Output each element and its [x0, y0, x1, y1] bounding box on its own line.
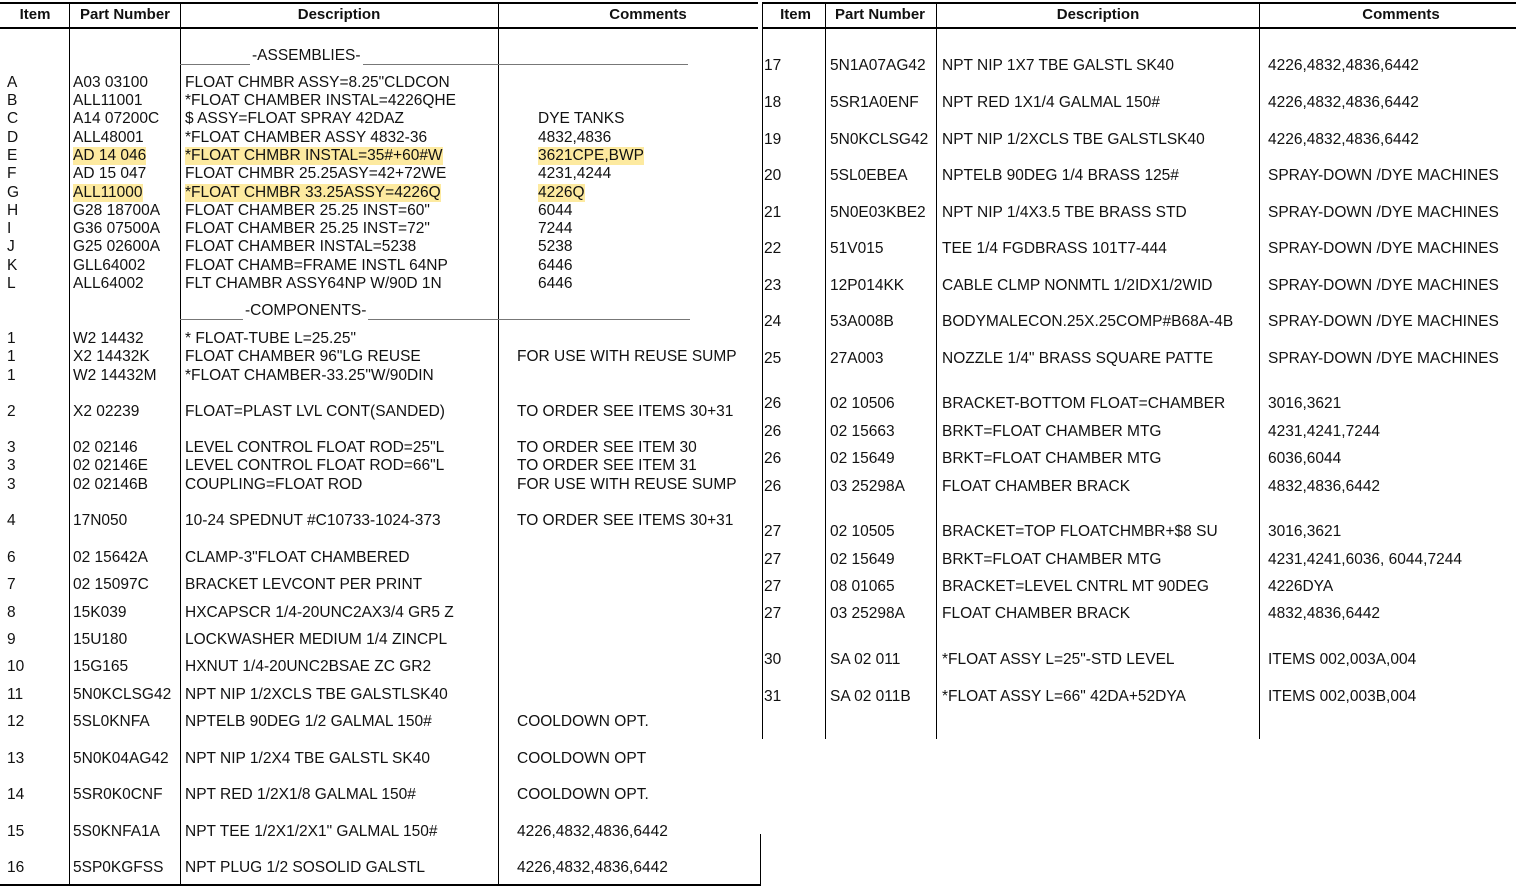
cell-description: 10-24 SPEDNUT #C10733-1024-373 — [185, 512, 441, 529]
cell-part-number: W2 14432M — [73, 367, 157, 384]
table-row — [0, 350, 1516, 368]
cell-item: E — [7, 147, 18, 164]
cell-description: *FLOAT CHMBR INSTAL=35#+60#W — [185, 147, 443, 164]
table-row — [0, 167, 1516, 185]
cell-part-number: 53A008B — [830, 313, 894, 330]
cell-comment: 3016,3621 — [1268, 523, 1342, 540]
cell-item: B — [7, 92, 18, 109]
cell-description: LEVEL CONTROL FLOAT ROD=66"L — [185, 457, 445, 474]
cell-comment: 6446 — [538, 275, 573, 292]
table-row — [0, 713, 1516, 731]
cell-description: HXNUT 1/4-20UNC2BSAE ZC GR2 — [185, 658, 432, 675]
cell-part-number: G25 02600A — [73, 238, 161, 255]
cell-description: * FLOAT-TUBE L=25.25" — [185, 330, 357, 347]
cell-description: NPT NIP 1/4X3.5 TBE BRASS STD — [942, 204, 1187, 221]
cell-item: 4 — [7, 512, 16, 529]
cell-comment: TO ORDER SEE ITEMS 30+31 — [517, 403, 734, 420]
table-row — [0, 184, 1516, 202]
cell-part-number: ALL11001 — [73, 92, 143, 109]
cell-description: FLOAT CHAMBER INSTAL=5238 — [185, 238, 417, 255]
cell-item: 3 — [7, 457, 16, 474]
cell-description: *FLOAT CHAMBER-33.25"W/90DIN — [185, 367, 434, 384]
cell-item: 16 — [7, 859, 25, 876]
table-row — [0, 423, 1516, 441]
cell-item: 6 — [7, 549, 16, 566]
cell-description: FLOAT CHAMBER BRACK — [942, 478, 1131, 495]
table-row — [0, 204, 1516, 222]
cell-item: 23 — [764, 277, 782, 294]
table-row — [0, 859, 1516, 877]
cell-item: 26 — [764, 395, 782, 412]
cell-comment: FOR USE WITH REUSE SUMP — [517, 476, 737, 493]
cell-part-number: 03 25298A — [830, 478, 905, 495]
cell-part-number: 02 10506 — [830, 395, 895, 412]
cell-item: 21 — [764, 204, 782, 221]
cell-item: 7 — [7, 576, 16, 593]
cell-part-number: SA 02 011 — [830, 651, 901, 668]
header-comments: Comments — [609, 6, 687, 23]
cell-description: LEVEL CONTROL FLOAT ROD=25"L — [185, 439, 445, 456]
cell-comment: COOLDOWN OPT — [517, 750, 647, 767]
cell-part-number: X2 02239 — [73, 403, 140, 420]
cell-part-number: 5SL0EBEA — [830, 167, 908, 184]
table-row — [0, 551, 1516, 569]
cell-description: NPT NIP 1/2XCLS TBE GALSTLSK40 — [942, 131, 1205, 148]
cell-item: D — [7, 129, 19, 146]
cell-part-number: 02 15649 — [830, 551, 895, 568]
cell-part-number: 5N1A07AG42 — [830, 57, 926, 74]
cell-item: 20 — [764, 167, 782, 184]
cell-item: 13 — [7, 750, 25, 767]
cell-comment: 4226,4832,4836,6442 — [1268, 131, 1419, 148]
cell-item: 25 — [764, 350, 782, 367]
cell-comment: SPRAY-DOWN /DYE MACHINES — [1268, 204, 1499, 221]
cell-item: 27 — [764, 578, 782, 595]
table-row — [0, 395, 1516, 413]
cell-description: FLOAT CHAMBER 25.25 INST=60" — [185, 202, 430, 219]
cell-item: K — [7, 257, 18, 274]
cell-comment: 4231,4241,7244 — [1268, 423, 1381, 440]
header-item: Item — [780, 6, 811, 23]
cell-part-number: 15G165 — [73, 658, 129, 675]
cell-comment: TO ORDER SEE ITEMS 30+31 — [517, 512, 734, 529]
cell-part-number: A14 07200C — [73, 110, 160, 127]
cell-item: 27 — [764, 523, 782, 540]
cell-item: 1 — [7, 367, 16, 384]
cell-comment: DYE TANKS — [538, 110, 625, 127]
cell-part-number: 5N0KCLSG42 — [830, 131, 929, 148]
cell-description: *FLOAT CHMBR 33.25ASSY=4226Q — [185, 184, 441, 201]
header-part-number: Part Number — [834, 6, 926, 23]
table-row — [0, 578, 1516, 596]
table-row — [0, 651, 1516, 669]
table-row — [0, 631, 1516, 649]
cell-description: NPT NIP 1X7 TBE GALSTL SK40 — [942, 57, 1175, 74]
cell-item: 14 — [7, 786, 25, 803]
cell-description: BRKT=FLOAT CHAMBER MTG — [942, 450, 1162, 467]
cell-part-number: 08 01065 — [830, 578, 895, 595]
components-label: -COMPONENTS- — [245, 302, 367, 319]
cell-comment: 4832,4836 — [538, 129, 612, 146]
cell-item: 10 — [7, 658, 25, 675]
header-item: Item — [19, 6, 51, 23]
cell-description: FLOAT CHMBR 25.25ASY=42+72WE — [185, 165, 447, 182]
cell-description: TEE 1/4 FGDBRASS 101T7-444 — [942, 240, 1167, 257]
cell-comment: COOLDOWN OPT. — [517, 786, 649, 803]
cell-description: NPT PLUG 1/2 SOSOLID GALSTL — [185, 859, 426, 876]
cell-description: $ ASSY=FLOAT SPRAY 42DAZ — [185, 110, 404, 127]
cell-description: FLOAT=PLAST LVL CONT(SANDED) — [185, 403, 445, 420]
table-row — [0, 110, 1516, 128]
cell-comment: 4226Q — [538, 184, 585, 201]
cell-part-number: ALL64002 — [73, 275, 144, 292]
cell-item: 26 — [764, 423, 782, 440]
cell-item: 27 — [764, 551, 782, 568]
table-row — [0, 277, 1516, 295]
cell-description: *FLOAT ASSY L=66" 42DA+52DYA — [942, 688, 1186, 705]
cell-part-number: GLL64002 — [73, 257, 146, 274]
cell-comment: TO ORDER SEE ITEM 30 — [517, 439, 697, 456]
table-row — [0, 147, 1516, 165]
cell-comment: 5238 — [538, 238, 573, 255]
cell-description: BRACKET-BOTTOM FLOAT=CHAMBER — [942, 395, 1226, 412]
cell-item: 19 — [764, 131, 782, 148]
cell-item: F — [7, 165, 17, 182]
cell-description: FLOAT CHAMBER BRACK — [942, 605, 1131, 622]
cell-comment: 4226,4832,4836,6442 — [1268, 94, 1419, 111]
cell-description: NPT RED 1X1/4 GALMAL 150# — [942, 94, 1160, 111]
table-row — [0, 750, 1516, 768]
left-table-bottom — [0, 884, 761, 886]
header-comments: Comments — [1362, 6, 1440, 23]
cell-part-number: ALL48001 — [73, 129, 144, 146]
cell-description: NPTELB 90DEG 1/2 GALMAL 150# — [185, 713, 432, 730]
cell-comment: SPRAY-DOWN /DYE MACHINES — [1268, 313, 1499, 330]
cell-part-number: W2 14432 — [73, 330, 144, 347]
cell-item: 26 — [764, 478, 782, 495]
cell-comment: FOR USE WITH REUSE SUMP — [517, 348, 737, 365]
cell-comment: 3621CPE,BWP — [538, 147, 644, 164]
cell-part-number: SA 02 011B — [830, 688, 911, 705]
cell-comment: TO ORDER SEE ITEM 31 — [517, 457, 697, 474]
header-part-number: Part Number — [79, 6, 171, 23]
cell-comment: 3016,3621 — [1268, 395, 1342, 412]
cell-part-number: 5SR1A0ENF — [830, 94, 919, 111]
cell-description: BRACKET=LEVEL CNTRL MT 90DEG — [942, 578, 1209, 595]
cell-part-number: 5SR0K0CNF — [73, 786, 163, 803]
table-row — [0, 450, 1516, 468]
cell-comment: 4226,4832,4836,6442 — [517, 859, 668, 876]
cell-part-number: 27A003 — [830, 350, 884, 367]
cell-item: 27 — [764, 605, 782, 622]
cell-item: 17 — [764, 57, 782, 74]
table-row — [0, 823, 1516, 841]
cell-part-number: 03 25298A — [830, 605, 905, 622]
cell-part-number: A03 03100 — [73, 74, 148, 91]
cell-comment: 4832,4836,6442 — [1268, 605, 1381, 622]
cell-comment: SPRAY-DOWN /DYE MACHINES — [1268, 240, 1499, 257]
cell-part-number: ALL11000 — [73, 184, 143, 201]
cell-part-number: 17N050 — [73, 512, 128, 529]
assemblies-label: -ASSEMBLIES- — [252, 47, 361, 64]
cell-description: LOCKWASHER MEDIUM 1/4 ZINCPL — [185, 631, 448, 648]
cell-part-number: 51V015 — [830, 240, 884, 257]
cell-item: 1 — [7, 330, 16, 347]
cell-comment: 4226DYA — [1268, 578, 1334, 595]
cell-description: CLAMP-3"FLOAT CHAMBERED — [185, 549, 410, 566]
cell-part-number: 02 02146E — [73, 457, 148, 474]
cell-item: 15 — [7, 823, 25, 840]
cell-item: 2 — [7, 403, 16, 420]
cell-item: 9 — [7, 631, 16, 648]
cell-part-number: 12P014KK — [830, 277, 905, 294]
cell-comment: COOLDOWN OPT. — [517, 713, 649, 730]
cell-item: 1 — [7, 348, 16, 365]
table-row — [0, 220, 1516, 238]
cell-part-number: G36 07500A — [73, 220, 161, 237]
cell-item: 3 — [7, 439, 16, 456]
cell-description: NOZZLE 1/4" BRASS SQUARE PATTE — [942, 350, 1214, 367]
cell-part-number: 02 02146B — [73, 476, 148, 493]
cell-item: I — [7, 220, 12, 237]
cell-comment: SPRAY-DOWN /DYE MACHINES — [1268, 350, 1499, 367]
cell-description: *FLOAT CHAMBER ASSY 4832-36 — [185, 129, 428, 146]
cell-part-number: 5N0K04AG42 — [73, 750, 169, 767]
table-row — [0, 94, 1516, 112]
cell-part-number: G28 18700A — [73, 202, 161, 219]
cell-description: BRACKET=TOP FLOATCHMBR+$8 SU — [942, 523, 1218, 540]
table-row — [0, 131, 1516, 149]
cell-description: FLOAT CHAMBER 96"LG REUSE — [185, 348, 421, 365]
cell-comment: 4226,4832,4836,6442 — [1268, 57, 1419, 74]
cell-part-number: 5SP0KGFSS — [73, 859, 164, 876]
cell-part-number: AD 14 046 — [73, 147, 147, 164]
table-row — [0, 605, 1516, 623]
cell-description: NPT NIP 1/2XCLS TBE GALSTLSK40 — [185, 686, 448, 703]
table-row — [0, 478, 1516, 496]
cell-item: G — [7, 184, 20, 201]
cell-description: CABLE CLMP NONMTL 1/2IDX1/2WID — [942, 277, 1213, 294]
cell-comment: 4231,4244 — [538, 165, 612, 182]
cell-part-number: 5N0KCLSG42 — [73, 686, 172, 703]
cell-comment: 6446 — [538, 257, 573, 274]
cell-part-number: X2 14432K — [73, 348, 150, 365]
cell-description: NPT NIP 1/2X4 TBE GALSTL SK40 — [185, 750, 430, 767]
cell-comment: 4832,4836,6442 — [1268, 478, 1381, 495]
cell-part-number: 02 10505 — [830, 523, 895, 540]
cell-item: 11 — [7, 686, 24, 703]
cell-description: NPTELB 90DEG 1/4 BRASS 125# — [942, 167, 1179, 184]
cell-part-number: 5N0E03KBE2 — [830, 204, 926, 221]
table-row — [0, 74, 1516, 92]
cell-description: NPT TEE 1/2X1/2X1" GALMAL 150# — [185, 823, 438, 840]
cell-comment: 4231,4241,6036, 6044,7244 — [1268, 551, 1462, 568]
cell-item: A — [7, 74, 18, 91]
table-row — [0, 688, 1516, 706]
cell-item: 8 — [7, 604, 16, 621]
cell-part-number: 02 15649 — [830, 450, 895, 467]
table-row — [0, 330, 1516, 348]
cell-comment: 4226,4832,4836,6442 — [517, 823, 668, 840]
cell-comment: 6044 — [538, 202, 573, 219]
cell-part-number: 02 15663 — [830, 423, 895, 440]
cell-description: FLOAT CHAMB=FRAME INSTL 64NP — [185, 257, 448, 274]
table-row — [0, 257, 1516, 275]
table-row — [0, 240, 1516, 258]
cell-item: H — [7, 202, 19, 219]
cell-comment: SPRAY-DOWN /DYE MACHINES — [1268, 167, 1499, 184]
right-table-header — [763, 2, 1516, 29]
cell-description: FLOAT CHAMBER 25.25 INST=72" — [185, 220, 430, 237]
header-description: Description — [1056, 6, 1140, 23]
cell-description: *FLOAT ASSY L=25"-STD LEVEL — [942, 651, 1175, 668]
cell-comment: ITEMS 002,003B,004 — [1268, 688, 1417, 705]
cell-description: BRACKET LEVCONT PER PRINT — [185, 576, 423, 593]
cell-item: 22 — [764, 240, 782, 257]
cell-description: BRKT=FLOAT CHAMBER MTG — [942, 551, 1162, 568]
cell-item: 31 — [764, 688, 782, 705]
table-row — [0, 367, 1516, 385]
cell-description: NPT RED 1/2X1/8 GALMAL 150# — [185, 786, 416, 803]
cell-item: J — [7, 238, 15, 255]
cell-description: *FLOAT CHAMBER INSTAL=4226QHE — [185, 92, 456, 109]
table-row — [0, 523, 1516, 541]
cell-part-number: AD 15 047 — [73, 165, 147, 182]
left-table-header — [0, 2, 758, 29]
cell-part-number: 5SL0KNFA — [73, 713, 150, 730]
table-row — [0, 313, 1516, 331]
cell-item: 24 — [764, 313, 782, 330]
cell-description: FLOAT CHMBR ASSY=8.25"CLDCON — [185, 74, 450, 91]
cell-description: COUPLING=FLOAT ROD — [185, 476, 363, 493]
cell-description: BODYMALECON.25X.25COMP#B68A-4B — [942, 313, 1234, 330]
cell-item: 30 — [764, 651, 782, 668]
cell-description: HXCAPSCR 1/4-20UNC2AX3/4 GR5 Z — [185, 604, 454, 621]
cell-item: C — [7, 110, 19, 127]
cell-comment: 6036,6044 — [1268, 450, 1342, 467]
cell-part-number: 02 15642A — [73, 549, 148, 566]
cell-item: 12 — [7, 713, 25, 730]
cell-part-number: 5S0KNFA1A — [73, 823, 161, 840]
cell-item: 26 — [764, 450, 782, 467]
cell-part-number: 02 15097C — [73, 576, 149, 593]
cell-item: 18 — [764, 94, 782, 111]
cell-description: BRKT=FLOAT CHAMBER MTG — [942, 423, 1162, 440]
cell-comment: 7244 — [538, 220, 573, 237]
header-description: Description — [297, 6, 381, 23]
cell-comment: SPRAY-DOWN /DYE MACHINES — [1268, 277, 1499, 294]
cell-item: 3 — [7, 476, 16, 493]
table-row — [0, 57, 1516, 75]
cell-part-number: 15K039 — [73, 604, 127, 621]
cell-description: FLT CHAMBR ASSY64NP W/90D 1N — [185, 275, 442, 292]
cell-comment: ITEMS 002,003A,004 — [1268, 651, 1417, 668]
cell-part-number: 02 02146 — [73, 439, 138, 456]
cell-item: L — [7, 275, 16, 292]
cell-part-number: 15U180 — [73, 631, 128, 648]
table-row — [0, 786, 1516, 804]
